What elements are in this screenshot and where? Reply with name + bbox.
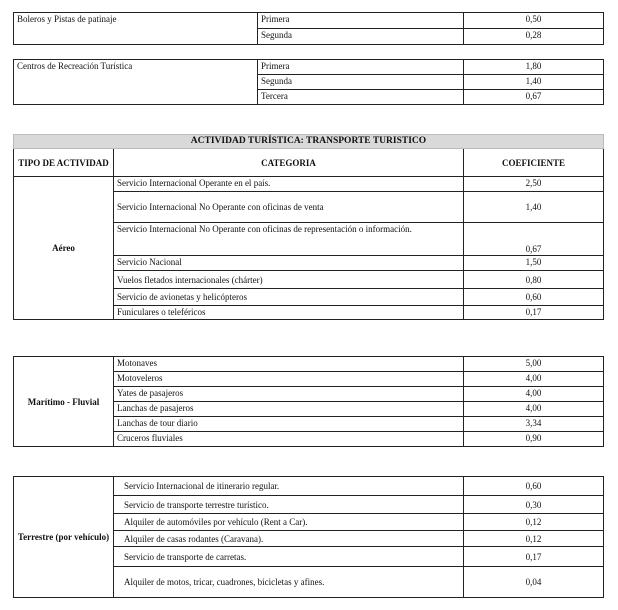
coef-cell: 0,50 <box>464 13 604 29</box>
coef-cell: 1,50 <box>464 256 604 271</box>
coef-cell: 0,17 <box>464 306 604 320</box>
coef-cell: 4,00 <box>464 402 604 417</box>
coef-cell: 0,28 <box>464 29 604 45</box>
coef-cell: 2,50 <box>464 177 604 192</box>
category-cell: Servicio de transporte de carretas. <box>114 547 464 567</box>
category-cell: Servicio Nacional <box>114 256 464 271</box>
table-centros <box>13 59 604 105</box>
coef-cell: 5,00 <box>464 357 604 372</box>
coef-cell: 3,34 <box>464 417 604 432</box>
header-tipo: TIPO DE ACTIVIDAD <box>14 149 114 177</box>
category-cell: Tercera <box>258 90 464 105</box>
coef-cell: 0,67 <box>464 223 604 256</box>
activity-type-terrestre: Terrestre (por vehículo) <box>14 477 114 598</box>
category-cell: Lanchas de tour diario <box>114 417 464 432</box>
activity-cell: Boleros y Pistas de patinaje <box>14 13 258 45</box>
table-terrestre <box>13 476 604 598</box>
category-cell: Motoveleros <box>114 372 464 387</box>
category-cell: Primera <box>258 13 464 29</box>
category-cell: Funiculares o teleféricos <box>114 306 464 320</box>
category-cell: Primera <box>258 60 464 75</box>
category-cell: Servicio Internacional No Operante con oficinas de venta <box>114 192 464 223</box>
coef-cell: 0,80 <box>464 271 604 289</box>
coef-cell: 4,00 <box>464 387 604 402</box>
coef-cell: 0,12 <box>464 531 604 547</box>
category-cell: Alquiler de casas rodantes (Caravana). <box>114 531 464 547</box>
header-categoria: CATEGORIA <box>114 149 464 177</box>
coef-cell: 0,04 <box>464 567 604 598</box>
coef-cell: 0,60 <box>464 477 604 496</box>
coef-cell: 1,80 <box>464 60 604 75</box>
activity-type-maritimo: Marítimo - Fluvial <box>14 357 114 447</box>
section-title: ACTIVIDAD TURÍSTICA: TRANSPORTE TURISTICO <box>14 135 604 149</box>
header-coeficiente: COEFICIENTE <box>464 149 604 177</box>
coef-cell: 1,40 <box>464 192 604 223</box>
activity-cell: Centros de Recreación Turística <box>14 60 258 105</box>
category-cell: Alquiler de automóviles por vehículo (Rent a Car). <box>114 514 464 531</box>
category-cell: Lanchas de pasajeros <box>114 402 464 417</box>
category-cell: Alquiler de motos, tricar, cuadrones, bicicletas y afines. <box>114 567 464 598</box>
category-cell: Cruceros fluviales <box>114 432 464 447</box>
table-boleros <box>13 12 604 45</box>
coef-cell: 0,60 <box>464 289 604 306</box>
category-cell: Servicio Internacional Operante en el país. <box>114 177 464 192</box>
category-cell: Servicio de transporte terrestre turístico. <box>114 496 464 514</box>
category-cell: Motonaves <box>114 357 464 372</box>
coef-cell: 0,17 <box>464 547 604 567</box>
coef-cell: 0,30 <box>464 496 604 514</box>
table-maritimo <box>13 356 604 447</box>
coef-cell: 0,90 <box>464 432 604 447</box>
coef-cell: 0,12 <box>464 514 604 531</box>
category-cell: Servicio Internacional No Operante con oficinas de representación o información. <box>114 223 464 256</box>
coef-cell: 4,00 <box>464 372 604 387</box>
category-cell: Segunda <box>258 75 464 90</box>
category-cell: Servicio Internacional de itinerario regular. <box>114 477 464 496</box>
category-cell: Servicio de avionetas y helicópteros <box>114 289 464 306</box>
category-cell: Yates de pasajeros <box>114 387 464 402</box>
coef-cell: 0,67 <box>464 90 604 105</box>
table-transporte-aereo <box>13 134 604 320</box>
coef-cell: 1,40 <box>464 75 604 90</box>
category-cell: Vuelos fletados internacionales (chárter) <box>114 271 464 289</box>
activity-type-aereo: Aéreo <box>14 177 114 320</box>
category-cell: Segunda <box>258 29 464 45</box>
